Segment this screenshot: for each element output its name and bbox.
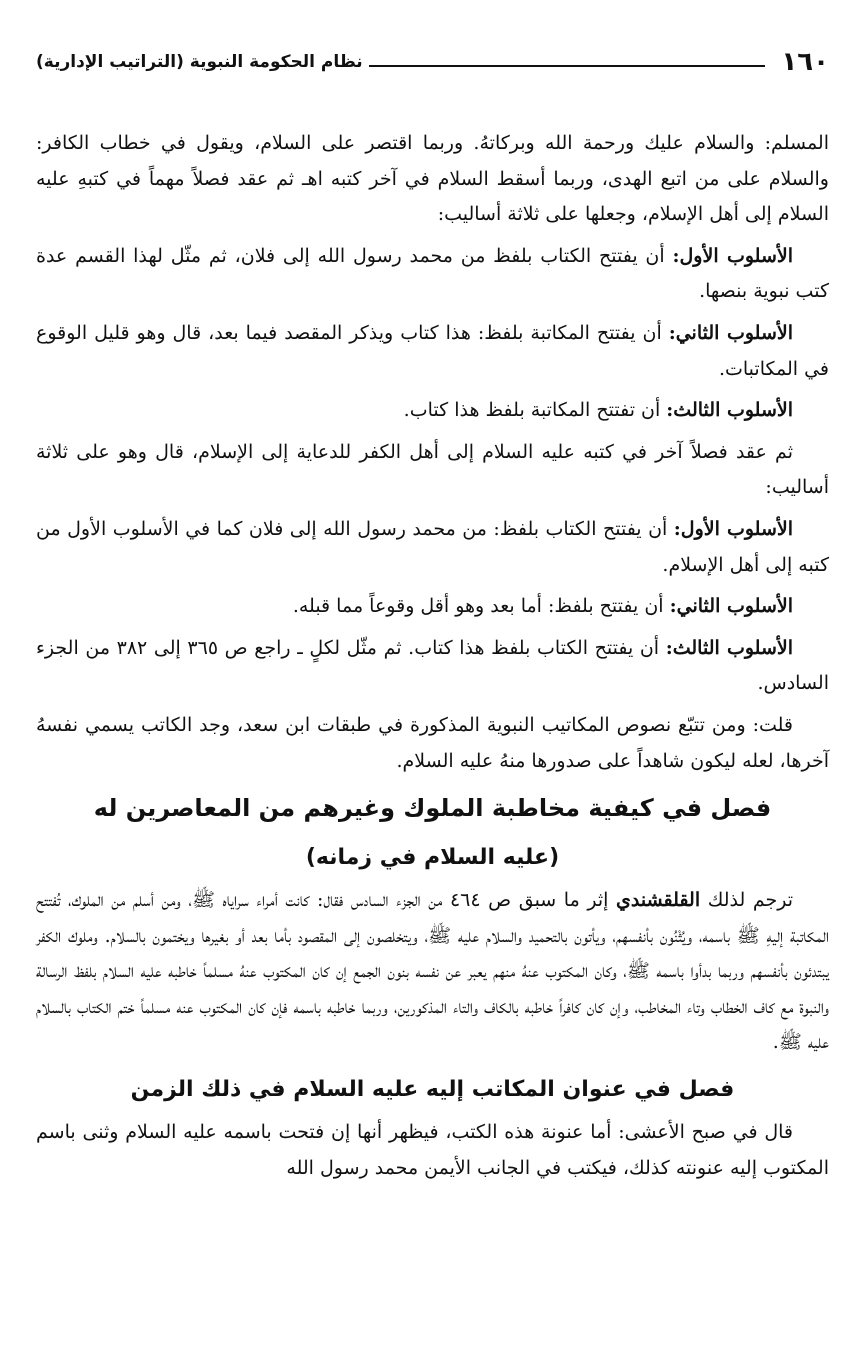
page-header [36,42,829,82]
style-item [36,589,829,625]
page-number: ١٦٠ [781,47,829,77]
paragraph-subh: قال في صبح الأعشى: أما عنونة هذه الكتب، فيظهر أنها إن فتحت باسمه عليه السلام وثنى باسم المكتوب إليه عنونته كذلك، فيكتب في الجانب الأيمن محمد رسول الله [36,1121,829,1179]
style-label: الأسلوب الأول: [673,517,793,540]
style-text: أن تفتتح المكاتبة بلفظ هذا كتاب. [403,399,667,422]
style-label: الأسلوب الثالث: [666,399,793,422]
section-heading-continuation: (عليه السلام في زمانه) [305,845,560,871]
body-text [36,126,829,1186]
style-label: الأسلوب الثاني: [668,321,793,344]
style-label: الأسلوب الأول: [672,244,794,267]
paragraph-note: قلت: ومن تتبّع نصوص المكاتيب النبوية المذكورة في طبقات ابن سعد، وجد الكاتب يسمي نفسهُ آخرها، لعله ليكون شاهداً على صدورها منهُ عليه السلام. [36,713,829,772]
style-item [36,393,829,429]
paragraph-qalqashandi [36,883,829,1061]
paragraph-kufr: ثم عقد فصلاً آخر في كتبه عليه السلام إلى أهل الكفر للدعاية إلى الإسلام، قال وهو على ثلاثة أساليب: [36,440,829,499]
style-label: الأسلوب الثالث: [665,636,793,659]
paragraph-text: ترجم لذلك [700,889,794,912]
author-name: القلقشندي [616,889,701,912]
style-text: أن يفتتح المكاتبة بلفظ: هذا كتاب ويذكر المقصد فيما بعد، قال وهو قليل الوقوع في المكاتبات. [36,321,829,380]
style-item [36,631,829,702]
style-text: أن يفتتح بلفظ: أما بعد وهو أقل وقوعاً مما قبله. [292,595,670,618]
style-text: أن يفتتح الكتاب بلفظ: من محمد رسول الله إلى فلان كما في الأسلوب الأول من كتبه إلى أهل الإسلام. [36,517,829,576]
style-item [36,512,829,583]
style-text: أن يفتتح الكتاب بلفظ هذا كتاب. ثم مثّل لكلٍ ـ راجع ص ٣٦٥ إلى ٣٨٢ من الجزء السادس. [36,636,829,695]
style-label: الأسلوب الثاني: [669,595,793,618]
style-item [36,239,829,310]
section-heading: فصل في كيفية مخاطبة الملوك وغيرهم من المعاصرين له [93,794,772,823]
header-rule [369,65,766,67]
style-text: أن يفتتح الكتاب بلفظ من محمد رسول الله إلى فلان، ثم مثّل لهذا القسم عدة كتب نبوية بنصها. [36,244,829,303]
section-heading: فصل في عنوان المكاتب إليه عليه السلام في ذلك الزمن [130,1077,735,1103]
paragraph-intro: المسلم: والسلام عليك ورحمة الله وبركاتهُ. وربما اقتصر على السلام، ويقول في خطاب الكافر: والسلام على من اتبع الهدى، وربما أسقط السلام في آخر كتبه اهـ ثم عقد فصلاً مهماً في كتبهِ عليه السلام إلى أهل الإسلام، وجعلها على ثلاثة أساليب: [36,132,829,226]
style-item [36,316,829,387]
paragraph-text: إثر ما سبق ص ٤٦٤ من الجزء السادس فقال: كانت أمراء سراياه ﷺ، ومن أسلم من الملوك، تُفتتح المكاتبة إليهِ ﷺ باسمه، ويُثْنُون بأنفسهم، ويأتون بالتحميد والسلام عليه ﷺ، ويتخلصون إلى المقصود بأما بعد أو بغيرها ويختمون بالسلام. وملوك الكفر يبتدئون بأنفسهم وربما بدأوا باسمه ﷺ، وكان المكتوب عنهُ منهم يعبر عن نفسه بنون الجمع إن كان المكتوب عنهُ مسلماً خاطبه عليه السلام بلفظ الرسالة والنبوة مع كاف الخطاب وتاء المخاطب، وإن كان كافراً خاطبه بالكاف والتاء المذكورين، وربما خاطبه باسمه فإن كان المكتوب عنه مسلماً ختم الكتاب بالسلام عليه ﷺ. [36,889,829,1054]
running-title: نظام الحكومة النبوية (التراتيب الإدارية) [36,52,363,72]
